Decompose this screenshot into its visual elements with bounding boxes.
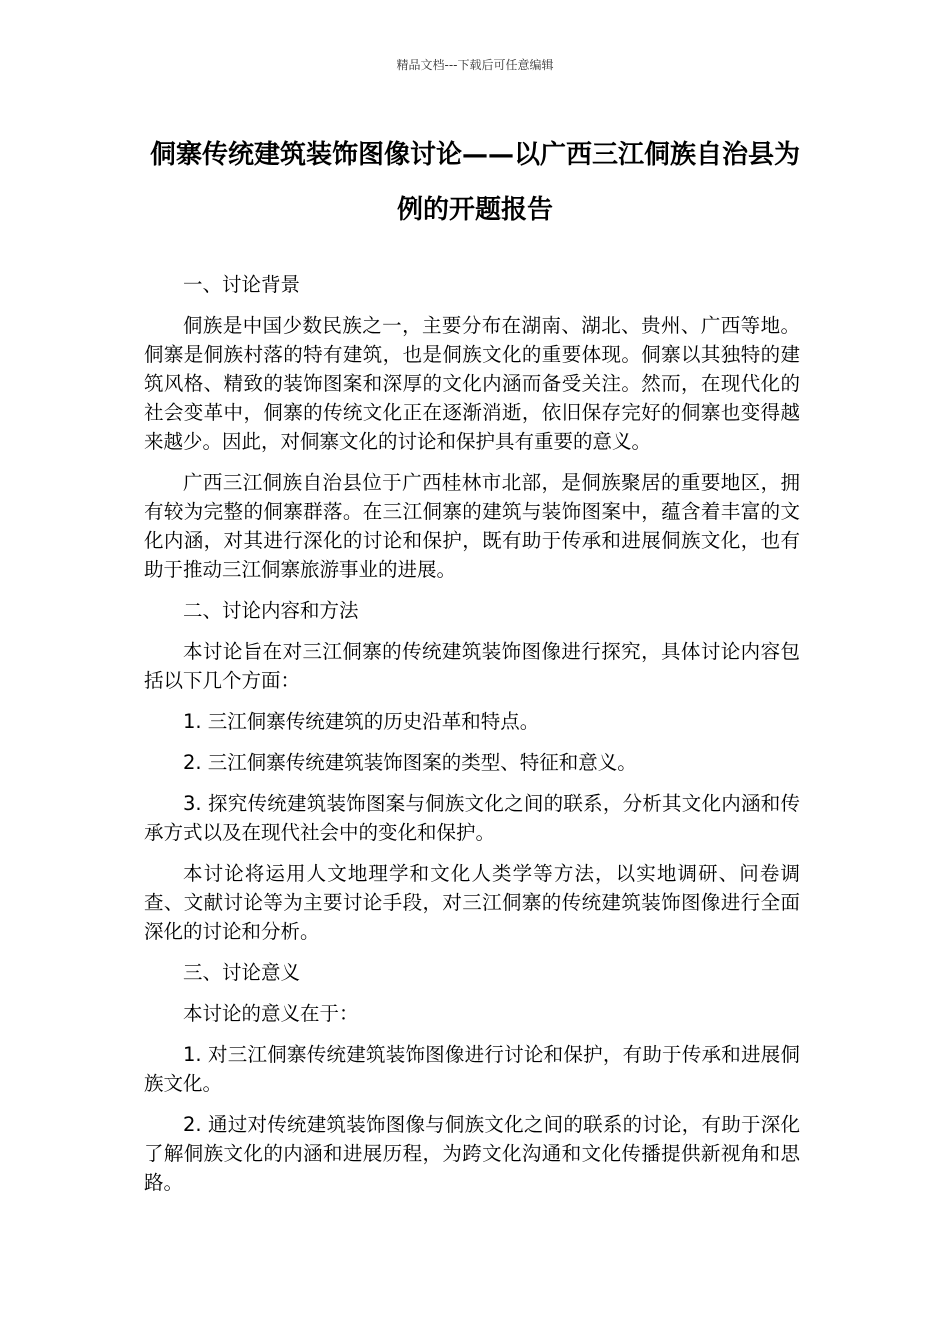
section-heading-significance: 三、讨论意义 xyxy=(183,961,301,984)
list-item: 1. 对三江侗寨传统建筑装饰图像进行讨论和保护，有助于传承和进展侗族文化。 xyxy=(144,1043,800,1095)
document-title: 侗寨传统建筑装饰图像讨论——以广西三江侗族自治县为例的开题报告 xyxy=(149,140,800,225)
paragraph: 本讨论旨在对三江侗寨的传统建筑装饰图像进行探究，具体讨论内容包括以下几个方面： xyxy=(144,640,800,692)
section-heading-background: 一、讨论背景 xyxy=(183,273,301,296)
paragraph: 本讨论将运用人文地理学和文化人类学等方法，以实地调研、问卷调查、文献讨论等为主要讨论手段，对三江侗寨的传统建筑装饰图像进行全面深化的讨论和分析。 xyxy=(144,862,800,943)
list-item: 1. 三江侗寨传统建筑的历史沿革和特点。 xyxy=(183,710,540,733)
list-item: 2. 通过对传统建筑装饰图像与侗族文化之间的联系的讨论，有助于深化了解侗族文化的内涵和进展历程，为跨文化沟通和文化传播提供新视角和思路。 xyxy=(144,1113,800,1194)
paragraph: 广西三江侗族自治县位于广西桂林市北部，是侗族聚居的重要地区，拥有较为完整的侗寨群落。在三江侗寨的建筑与装饰图案中，蕴含着丰富的文化内涵，对其进行深化的讨论和保护，既有助于传承和进展侗族文化，也有助于推动三江侗寨旅游事业的进展。 xyxy=(144,471,800,581)
paragraph: 本讨论的意义在于： xyxy=(183,1002,359,1025)
list-item: 3. 探究传统建筑装饰图案与侗族文化之间的联系，分析其文化内涵和传承方式以及在现代社会中的变化和保护。 xyxy=(144,792,800,844)
header-note: 精品文档---下载后可任意编辑 xyxy=(396,58,554,72)
document-body xyxy=(144,270,800,1209)
list-item: 2. 三江侗寨传统建筑装饰图案的类型、特征和意义。 xyxy=(183,751,637,774)
section-heading-content-methods: 二、讨论内容和方法 xyxy=(183,599,359,622)
paragraph: 侗族是中国少数民族之一，主要分布在湖南、湖北、贵州、广西等地。侗寨是侗族村落的特有建筑，也是侗族文化的重要体现。侗寨以其独特的建筑风格、精致的装饰图案和深厚的文化内涵而备受关注。然而，在现代化的社会变革中，侗寨的传统文化正在逐渐消逝，依旧保存完好的侗寨也变得越来越少。因此，对侗寨文化的讨论和保护具有重要的意义。 xyxy=(144,314,800,453)
